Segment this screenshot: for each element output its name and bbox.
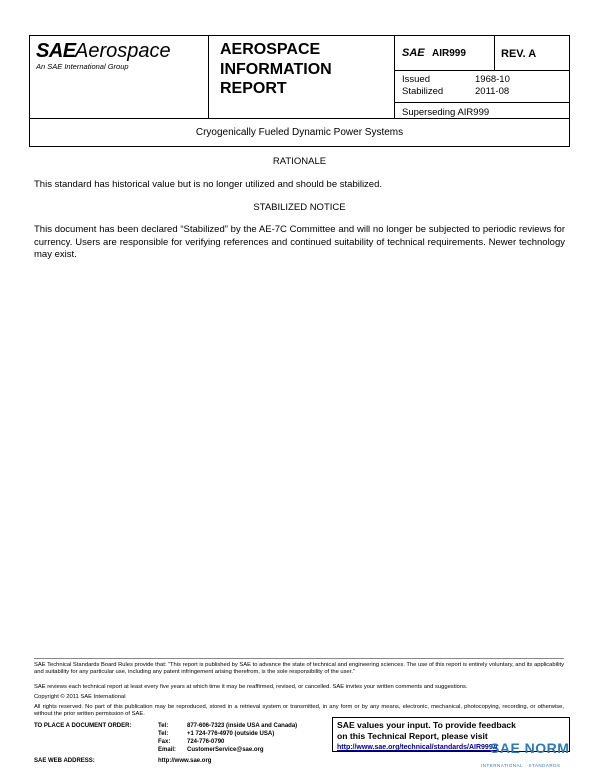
order-label: TO PLACE A DOCUMENT ORDER:: [34, 723, 132, 729]
tel1-label: Tel:: [158, 723, 169, 729]
stabilized-date: 2011-08: [475, 86, 510, 97]
logo-subtitle: An SAE International Group: [36, 62, 129, 71]
copyright-text: Copyright © 2011 SAE International: [34, 694, 126, 700]
feedback-link[interactable]: http://www.sae.org/technical/standards/AIR999A: [337, 744, 498, 751]
fax-label: Fax:: [158, 739, 171, 745]
web-address-link[interactable]: http://www.sae.org: [158, 758, 212, 764]
tel1-value: 877-606-7323 (inside USA and Canada): [187, 723, 298, 729]
document-title: Cryogenically Fueled Dynamic Power Systems: [195, 127, 404, 138]
rationale-text: This standard has historical value but is no longer utilized and should be stabilized.: [34, 179, 383, 190]
rationale-heading: RATIONALE: [272, 156, 327, 167]
email-value[interactable]: CustomerService@sae.org: [187, 747, 264, 753]
sae-norm-watermark: SAE NORM: [490, 740, 570, 756]
email-label: Email:: [158, 747, 177, 753]
tel2-label: Tel:: [158, 731, 169, 737]
web-address-label: SAE WEB ADDRESS:: [34, 758, 95, 764]
issued-label: Issued: [402, 74, 430, 85]
document-number: AIR999: [432, 48, 466, 59]
stabilized-label: Stabilized: [402, 86, 444, 97]
footer-divider: [34, 658, 564, 659]
sae-logo-mark: SAE: [36, 40, 76, 62]
document-type-title: AEROSPACE INFORMATION REPORT: [220, 41, 332, 97]
fax-value: 724-776-0790: [187, 739, 225, 745]
stabilized-notice-text: This document has been declared “Stabilized” by the AE-7C Committee and will no longer be subjected to periodic reviews for currency. Users are responsible for verifying references and continued suitability of technical requirements. Newer technology may exist.: [34, 224, 565, 260]
rights-text: All rights reserved. No part of this publication may be reproduced, stored in a retrieval system or transmitted, in any form or by any means, electronic, mechanical, photocopying, recording, or otherwise, without the prior written permission of SAE.: [34, 704, 564, 717]
issued-date: 1968-10: [475, 74, 510, 85]
board-rules-text: SAE Technical Standards Board Rules provide that: “This report is published by SAE to advance the state of technical and engineering sciences. The use of this report is entirely voluntary, and its applicability and suitability for any particular use, including any patent infringement arising therefrom, is the sole responsibility of the user.”: [34, 662, 564, 675]
superseding-text: Superseding AIR999: [402, 107, 490, 118]
revision-label: REV. A: [501, 48, 537, 60]
aerospace-logo-text: Aerospace: [75, 40, 171, 62]
stabilized-notice-heading: STABILIZED NOTICE: [253, 202, 346, 213]
watermark-subtitle: INTERNATIONAL · STANDARDS: [481, 763, 561, 768]
tel2-value: +1 724-776-4970 (outside USA): [187, 731, 275, 737]
sae-mini-logo: SAE: [402, 47, 425, 59]
review-text: SAE reviews each technical report at least every five years at which time it may be reaffirmed, revised, or cancelled. SAE invites your written comments and suggestions.: [34, 684, 468, 690]
feedback-line-1: SAE values your input. To provide feedback: [337, 720, 516, 730]
feedback-line-2: on this Technical Report, please visit: [337, 730, 488, 741]
